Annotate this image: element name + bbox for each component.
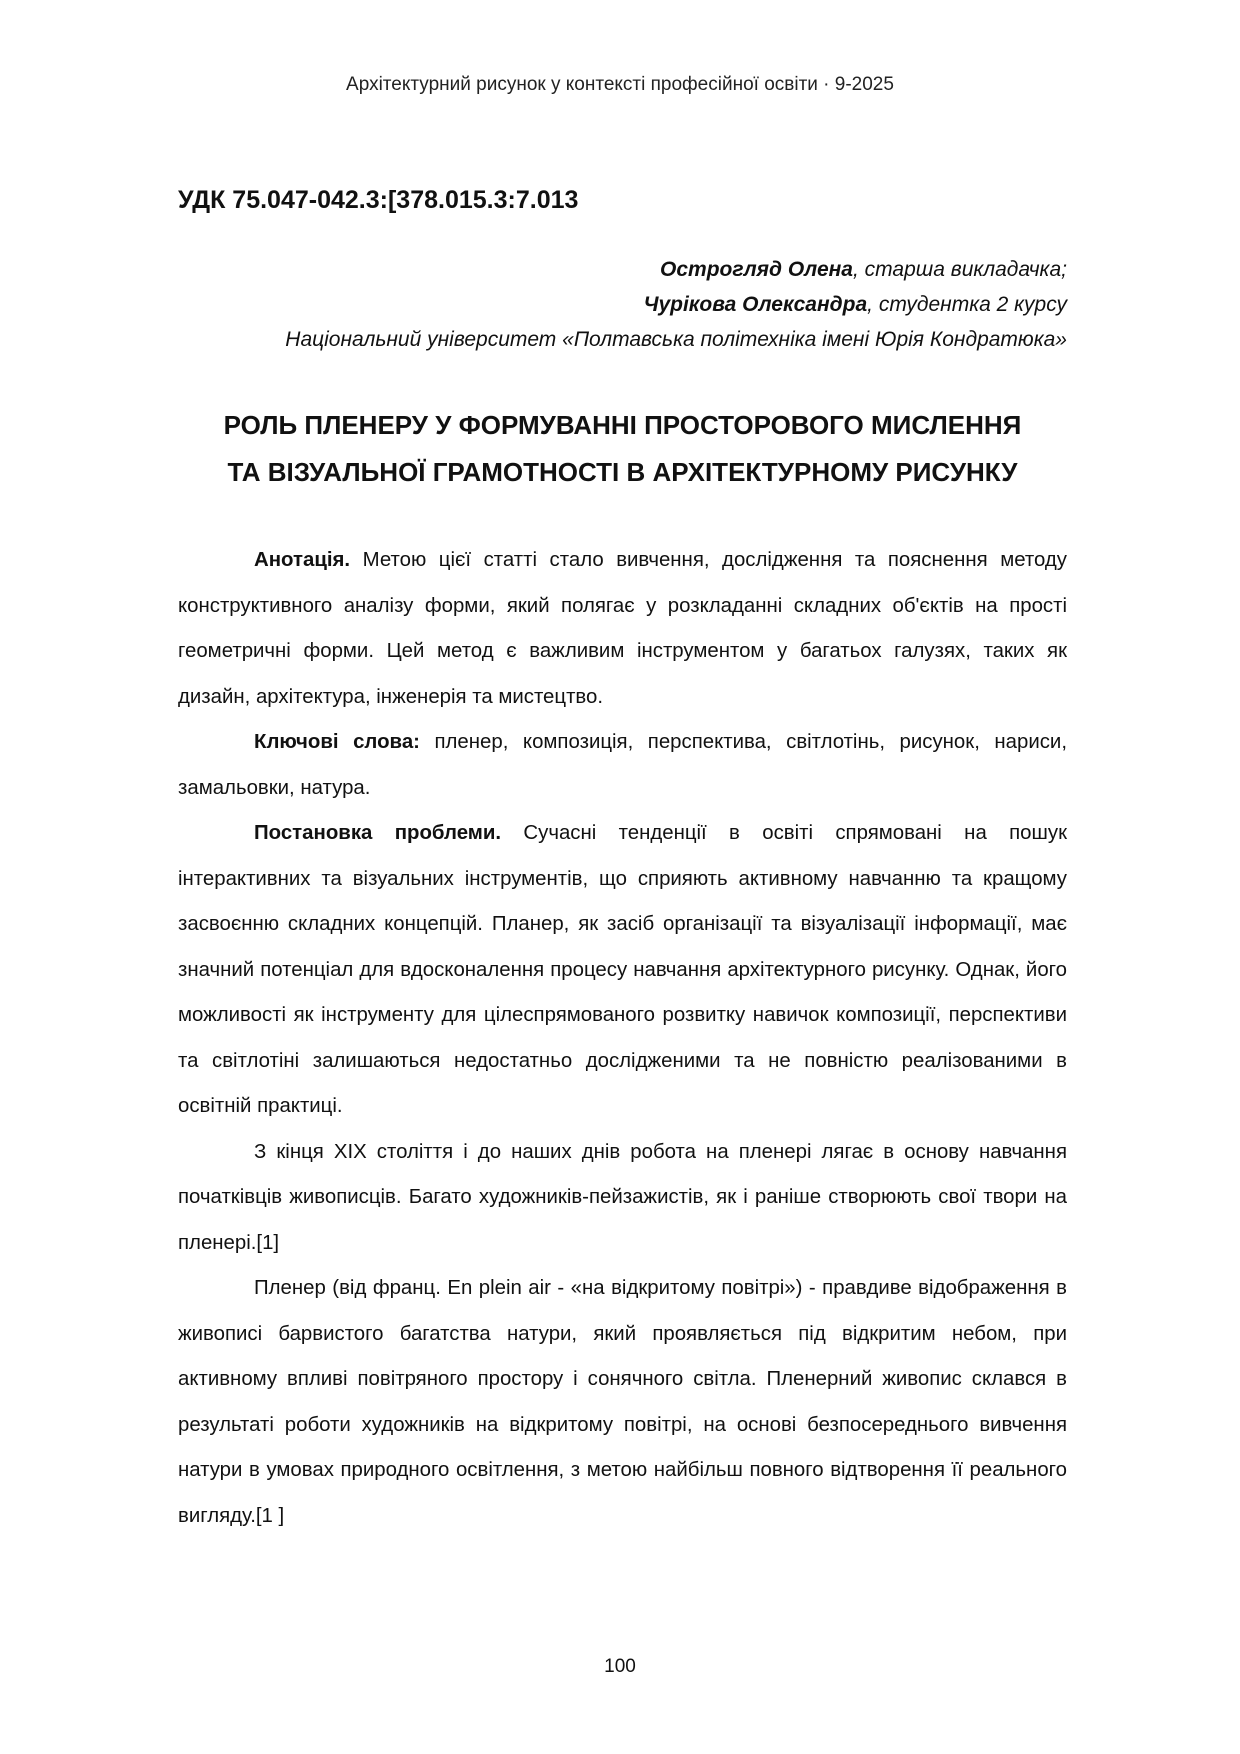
- udc-code: УДК 75.047-042.3:[378.015.3:7.013: [178, 186, 579, 214]
- paragraph-text: З кінця XIX століття і до наших днів робота на пленері лягає в основу навчання початківців живописців. Багато художників-пейзажистів, як і раніше створюють свої твори на пленері.[1]: [178, 1140, 1067, 1254]
- paragraph-keywords: [178, 720, 1067, 811]
- paragraph-lead: Ключові слова:: [254, 731, 420, 753]
- running-header: Архітектурний рисунок у контексті професійної освіти · 9-2025: [346, 74, 894, 95]
- title-line: РОЛЬ ПЛЕНЕРУ У ФОРМУВАННІ ПРОСТОРОВОГО МИСЛЕННЯ: [223, 410, 1022, 440]
- author-role: , студентка 2 курсу: [867, 293, 1067, 316]
- article-title: [178, 402, 1067, 496]
- paragraph-text: Метою цієї статті стало вивчення, дослідження та пояснення методу конструктивного аналізу форми, який полягає у розкладанні складних об'єктів на прості геометричні форми. Цей метод є важливим інструментом у багатьох галузях, таких як дизайн, архітектура, інженерія та мистецтво.: [178, 549, 1067, 708]
- author-line: [147, 287, 1067, 322]
- paragraph-lead: Постановка проблеми.: [254, 822, 502, 844]
- paragraph-text: Сучасні тенденції в освіті спрямовані на пошук інтерактивних та візуальних інструментів, що сприяють активному навчанню та кращому засвоєнню складних концепцій. Планер, як засіб організації та візуалізації інформації, має значний потенціал для вдосконалення процесу навчання архітектурного рисунку. Однак, його можливості як інструменту для цілеспрямованого розвитку навичок композиції, перспективи та світлотіні залишаються недостатньо дослідженими та не повністю реалізованими в освітній практиці.: [178, 822, 1067, 1117]
- affiliation: Національний університет «Полтавська політехніка імені Юрія Кондратюка»: [285, 328, 1067, 351]
- author-role: , старша викладачка;: [853, 258, 1067, 281]
- paragraph-text: Пленер (від франц. En plein air - «на відкритому повітрі») - правдиве відображення в живописі барвистого багатства натури, який проявляється під відкритим небом, при активному впливі повітряного простору і сонячного світла. Пленерний живопис склався в результаті роботи художників на відкритому повітрі, на основі безпосереднього вивчення натури в умовах природного освітлення, з метою найбільш повного відтворення її реального вигляду.[1 ]: [178, 1277, 1067, 1527]
- paragraph-abstract: [178, 538, 1067, 720]
- paragraph-history: [178, 1130, 1067, 1267]
- article-body: [178, 538, 1067, 1539]
- author-name: Острогляд Олена: [660, 258, 853, 281]
- paragraph-problem: [178, 811, 1067, 1130]
- paragraph-text: пленер, композиція, перспектива, світлотінь, рисунок, нариси, замальовки, натура.: [178, 731, 1067, 799]
- author-line: [147, 252, 1067, 287]
- page-number: 100: [604, 1656, 636, 1677]
- title-line: ТА ВІЗУАЛЬНОЇ ГРАМОТНОСТІ В АРХІТЕКТУРНОМУ РИСУНКУ: [227, 457, 1018, 487]
- paragraph-definition: [178, 1266, 1067, 1539]
- author-name: Чурікова Олександра: [643, 293, 868, 316]
- paragraph-lead: Анотація.: [254, 549, 351, 571]
- author-block: [147, 252, 1067, 357]
